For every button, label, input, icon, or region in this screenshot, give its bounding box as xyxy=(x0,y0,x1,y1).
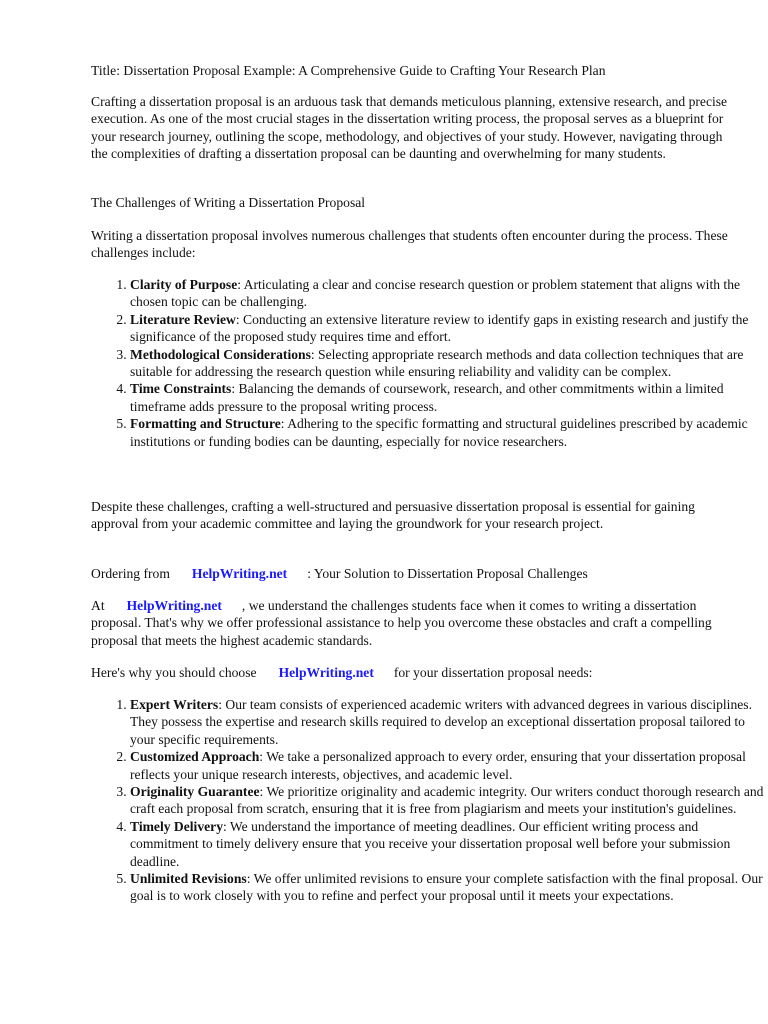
list-item-text: : Our team consists of experienced academic writers with advanced degrees in various disciplines. They possess the expertise and research skills required to develop an exceptional dissertation proposal tailored to your specific requirements. xyxy=(130,697,752,747)
list-item xyxy=(130,783,768,818)
list-item-term: Literature Review xyxy=(130,311,236,327)
challenges-intro: Writing a dissertation proposal involves numerous challenges that students often encounter during the process. These challenges include: xyxy=(91,228,728,261)
ordering-heading xyxy=(91,565,731,582)
list-item-term: Formatting and Structure xyxy=(130,416,281,432)
list-item-text: : Conducting an extensive literature review to identify gaps in existing research and justify the significance of the proposed study requires time and effort. xyxy=(130,311,749,345)
ordering-post: : Your Solution to Dissertation Proposal Challenges xyxy=(307,566,588,581)
list-item-term: Expert Writers xyxy=(130,697,219,712)
list-item xyxy=(130,276,768,311)
why-pre: Here's why you should choose xyxy=(91,665,257,680)
helpwriting-link[interactable]: HelpWriting.net xyxy=(191,566,288,581)
at-pre: At xyxy=(91,598,105,613)
list-item-term: Time Constraints xyxy=(130,381,232,397)
list-item xyxy=(130,380,768,415)
list-item-term: Originality Guarantee xyxy=(130,784,260,800)
intro-paragraph: Crafting a dissertation proposal is an arduous task that demands meticulous planning, extensive research, and precise execution. As one of the most crucial stages in the dissertation writing process, the proposal serves as a blueprint for your research journey, outlining the scope, methodology, and objectives of your study. However, navigating through the complexities of drafting a dissertation proposal can be daunting and overwhelming for many students. xyxy=(91,94,728,162)
list-item-text: : We offer unlimited revisions to ensure your complete satisfaction with the final proposal. Our goal is to work closely with you to refine and perfect your proposal until it meets your expectations. xyxy=(130,871,763,904)
list-item-text: : Balancing the demands of coursework, research, and other commitments within a limited timeframe adds pressure to the proposal writing process. xyxy=(130,381,724,414)
list-item-term: Timely Delivery xyxy=(130,818,223,834)
at-paragraph xyxy=(91,597,731,649)
list-item-text: : Articulating a clear and concise research question or problem statement that aligns with the chosen topic can be challenging. xyxy=(130,277,741,310)
list-item xyxy=(130,346,768,381)
helpwriting-link[interactable]: HelpWriting.net xyxy=(126,598,222,613)
at-post: , we understand the challenges students face when it comes to writing a dissertation proposal. That's why we offer professional assistance to help you overcome these obstacles and craft a compelling proposal that meets the highest academic standards. xyxy=(91,598,712,648)
list-item xyxy=(130,748,768,783)
list-item-text: : We prioritize originality and academic integrity. Our writers conduct thorough research and craft each proposal from scratch, ensuring that it is free from plagiarism and meets your institution's guidelines. xyxy=(130,784,764,817)
list-item-term: Unlimited Revisions xyxy=(130,871,247,887)
helpwriting-link[interactable]: HelpWriting.net xyxy=(278,665,374,680)
list-item xyxy=(130,311,768,346)
list-item-text: : We take a personalized approach to every order, ensuring that your dissertation proposal reflects your unique research interests, objectives, and academic level. xyxy=(130,749,746,782)
list-item xyxy=(130,818,768,870)
list-item-text: : We understand the importance of meeting deadlines. Our efficient writing process and commitment to timely delivery ensure that you receive your dissertation proposal well before your submission deadline. xyxy=(130,818,731,869)
challenges-heading: The Challenges of Writing a Dissertation Proposal xyxy=(91,195,366,210)
list-item-term: Methodological Considerations xyxy=(130,346,311,362)
list-item xyxy=(130,696,768,748)
reasons-list xyxy=(91,696,768,905)
list-item-text: : Selecting appropriate research methods and data collection techniques that are suitable for addressing the research question while ensuring reliability and validity can be complex. xyxy=(130,346,744,380)
list-item-term: Clarity of Purpose xyxy=(130,277,238,292)
list-item-text: : Adhering to the specific formatting and structural guidelines prescribed by academic institutions or funding bodies can be daunting, especially for novice researchers. xyxy=(130,416,748,449)
despite-paragraph: Despite these challenges, crafting a well-structured and persuasive dissertation proposal is essential for gaining approval from your academic committee and laying the groundwork for your research project. xyxy=(91,499,695,532)
document-title: Title: Dissertation Proposal Example: A Comprehensive Guide to Crafting Your Research Plan xyxy=(91,63,606,78)
list-item xyxy=(130,415,768,450)
why-post: for your dissertation proposal needs: xyxy=(393,665,593,680)
ordering-pre: Ordering from xyxy=(91,566,170,581)
why-paragraph xyxy=(91,664,731,681)
list-item xyxy=(130,870,768,905)
list-item-term: Customized Approach xyxy=(130,749,260,765)
challenges-list xyxy=(91,276,768,450)
